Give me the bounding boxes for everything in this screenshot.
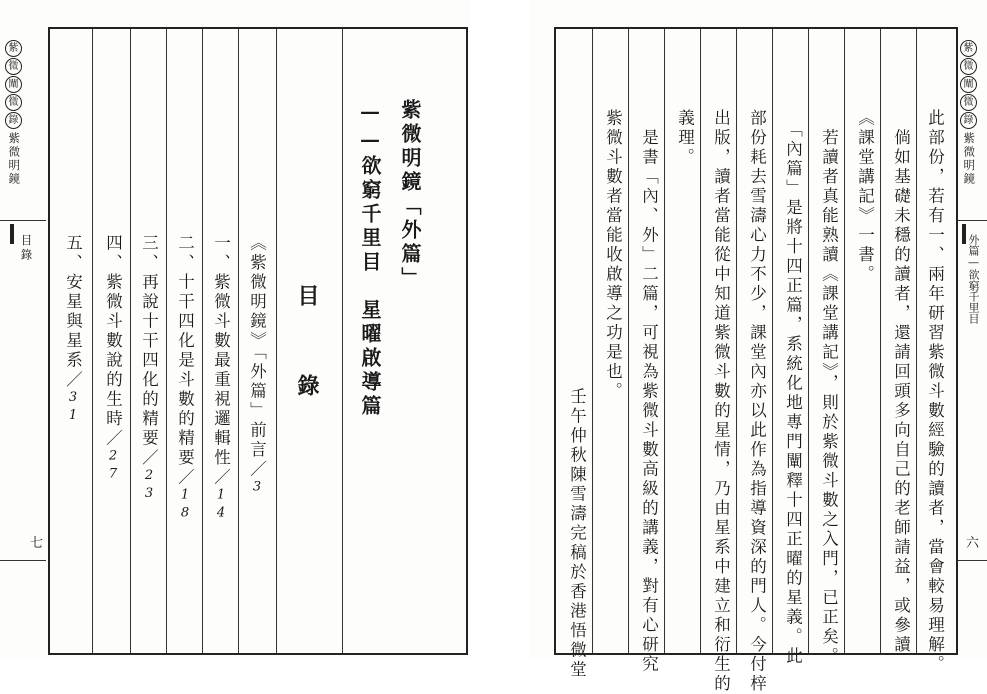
column-rule [736,29,737,653]
column-rule [342,29,343,653]
series-circle-char: 微 [5,58,22,75]
right-running-header [960,40,977,186]
footer-divider [958,560,987,561]
header-divider [958,220,987,221]
series-circle-char: 紫 [960,40,977,57]
body-text-column: 「內篇」是將十四正篇，系統化地專門闡釋十四正曜的星義。此 [783,109,803,667]
book-name: 紫微明鏡 [7,132,22,186]
series-circle-char: 微 [960,58,977,75]
series-circle-char: 錄 [960,112,977,129]
body-text-column: 此部份，若有一、兩年研習紫微斗數經驗的讀者，當會較易理解。 [925,109,945,675]
column-rule [202,29,203,653]
column-rule [238,29,239,653]
column-rule [628,29,629,653]
column-rule [808,29,809,653]
section-label: 外篇—欲窮千里目 [967,234,980,324]
body-text-column: 出版，讀者當能從中知道紫微斗數的星情，乃由星系中建立和衍生的 [711,109,731,694]
right-page [530,0,987,694]
signature-column: 壬午仲秋陳雪濤完稿於香港悟微堂 [567,329,587,680]
toc-entry-text: 五、安星與星系／ [63,234,83,390]
column-rule [700,29,701,653]
toc-entry[interactable] [140,234,157,504]
text-frame [554,27,958,694]
text-frame [48,27,468,655]
toc-entry-page: 14 [213,487,229,524]
book-gutter [470,0,530,660]
toc-entry-page: 27 [105,448,121,485]
toc-entry-page: 3 [249,479,265,498]
column-rule [916,29,917,653]
body-text-column: 部份耗去雪濤心力不少，課堂內亦以此作為指導資深的門人。今付梓 [747,109,767,694]
series-circle-char: 闡 [960,76,977,93]
section-tab-mark [962,224,966,244]
toc-heading: 錄 [294,374,320,399]
toc-entry-text: 三、再說十干四化的精要／ [139,234,159,468]
series-circle-char: 微 [960,94,977,111]
toc-entry-page: 31 [65,390,81,426]
toc-entry-page: 23 [141,468,157,504]
body-text-column: 義理。 [675,109,695,168]
series-circles [960,40,977,130]
toc-entry[interactable] [176,234,193,524]
body-text-column: 若讀者真能熟讀《課堂講記》，則於紫微斗數之入門，已正矣。 [819,109,839,667]
toc-entry-text: 一、紫微斗數最重視邏輯性／ [211,234,231,488]
column-rule [772,29,773,653]
series-circle-char: 紫 [5,40,22,57]
toc-entry[interactable] [248,234,265,497]
toc-entry-text: 四、紫微斗數說的生時／ [103,234,123,449]
toc-entry[interactable] [212,234,229,524]
footer-divider [0,560,46,561]
toc-entry[interactable] [64,234,81,426]
column-rule [880,29,881,653]
body-text-column: 是書「內、外」二篇，可視為紫微斗數高級的講義，對有心研究 [639,109,659,675]
column-rule [166,29,167,653]
toc-entry[interactable] [104,234,121,485]
series-circle-char: 闡 [5,76,22,93]
body-text-column: 《課堂講記》一書。 [855,109,875,285]
series-circle-char: 微 [5,94,22,111]
column-rule [844,29,845,653]
series-circles [5,40,22,130]
book-title: 紫微明鏡「外篇」 [398,99,422,291]
toc-heading: 目 [294,284,320,309]
column-rule [276,29,277,653]
left-page [0,0,470,660]
left-running-header [5,40,22,186]
toc-entry-text: 《紫微明鏡》「外篇」前言／ [247,234,267,480]
book-name: 紫微明鏡 [962,132,977,186]
body-text-column: 紫微斗數者當能收啟導之功是也。 [603,109,623,402]
page-number: 六 [966,536,980,551]
page-number: 七 [30,536,44,551]
toc-entry-text: 二、十干四化是斗數的精要／ [175,234,195,488]
column-rule [130,29,131,653]
toc-entry-page: 18 [177,487,193,524]
column-rule [592,29,593,653]
column-rule [664,29,665,653]
section-tab-mark [10,224,14,244]
book-subtitle: ——欲窮千里目 星曜啟導篇 [358,99,382,419]
header-divider [0,220,46,221]
body-text-column: 倘如基礎未穩的讀者，還請回頭多向自己的老師請益，或參讀 [891,109,911,655]
section-label: 目錄 [19,234,34,263]
series-circle-char: 錄 [5,112,22,129]
column-rule [92,29,93,653]
